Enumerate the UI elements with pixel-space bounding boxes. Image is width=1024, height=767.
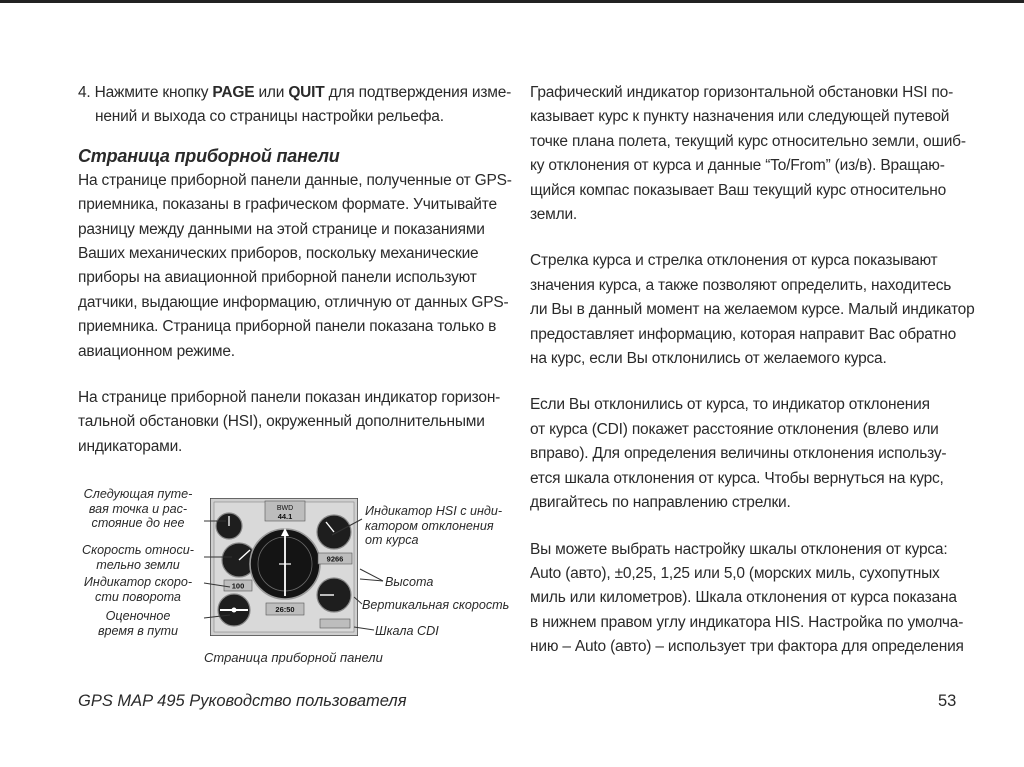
footer-page-number: 53	[938, 692, 957, 710]
quit-key-name: QUIT	[288, 84, 325, 101]
right-column	[530, 81, 975, 660]
time-enroute-text: 26:50	[275, 605, 295, 614]
ground-speed-text: 100	[231, 581, 245, 591]
section-heading: Страница приборной панели	[78, 145, 340, 166]
paragraph-2: На странице приборной панели показан индикатор горизон- тальной обстановки (HSI), окруженный дополнительными индикаторами.	[78, 389, 501, 455]
label-vertical-speed: Вертикальная скорость	[362, 598, 510, 612]
label-time-enroute: Оценочное время в пути	[97, 609, 179, 638]
paragraph-cdi-scale: Вы можете выбрать настройку шкалы отклонения от курса: Auto (авто), ±0,25, 1,25 или 5,0 (морских миль, сухопутных миль или километров). Шкала отклонения от курса показана в нижнем правом углу индикатора HIS. Настройка по умолча- нию – Auto (авто) – использует три фактора для определения	[530, 540, 964, 656]
step-4-line-1: 4. Нажмите кнопку PAGE или QUIT для подтверждения изме-	[78, 84, 512, 101]
altitude-text: 9266	[326, 554, 344, 564]
label-altitude: Высота	[385, 575, 434, 589]
label-leader-lines	[70, 487, 500, 672]
step-4-line-2: нений и выхода со страницы настройки рельефа.	[95, 108, 444, 126]
page-key-name: PAGE	[212, 84, 255, 101]
top-border	[0, 0, 1024, 3]
left-column	[78, 81, 512, 459]
label-ground-speed: Скорость относи- тельно земли	[82, 543, 194, 572]
paragraph-cdi: Если Вы отклонились от курса, то индикатор отклонения от курса (CDI) покажет расстояние отклонения (влево или вправо). Для определения величины отклонения использу- ется шкала отклонения от курса. Чтобы вернуться на курс, двигайтесь по направлению стрелки.	[530, 396, 947, 512]
waypoint-text: BWD	[276, 505, 294, 512]
paragraph-hsi: Графический индикатор горизонтальной обстановки HSI по- казывает курс к пункту назначения или следующей путевой точке плана полета, текущий курс относительно земли, ошиб- ку отклонения от курса и данные “To/From” (из/в). Вращаю- щийся компас показывает Ваш текущий курс относительно земли.	[530, 84, 966, 224]
label-turn-rate: Индикатор скоро- сти поворота	[83, 575, 193, 604]
footer-manual-title: GPS MAP 495 Руководство пользователя	[78, 692, 407, 710]
distance-text: 44.1	[277, 512, 293, 521]
label-next-waypoint: Следующая путе- вая точка и рас- стояние до нее	[83, 487, 193, 531]
paragraph-course-arrow: Стрелка курса и стрелка отклонения от курса показывают значения курса, а также позволяют определить, находитесь ли Вы в данный момент на желаемом курсе. Малый индикатор предоставляет информацию, которая направит Вас обратно на курс, если Вы отклонились от желаемого курса.	[530, 252, 975, 368]
figure-caption: Страница приборной панели	[204, 650, 383, 665]
label-cdi-scale: Шкала CDI	[375, 624, 439, 638]
label-hsi: Индикатор HSI с инди- катором отклонения от курса	[365, 504, 503, 548]
paragraph-1: На странице приборной панели данные, полученные от GPS- приемника, показаны в графическом формате. Учитывайте разницу между данными на этой странице и показаниями Ваших механических приборов, поскольку механические приборы на авиационной приборной панели используют датчики, выдающие информацию, отличную от данных GPS- приемника. Страница приборной панели показана только в авиационном режиме.	[78, 171, 512, 360]
instrument-panel-figure	[70, 487, 510, 672]
